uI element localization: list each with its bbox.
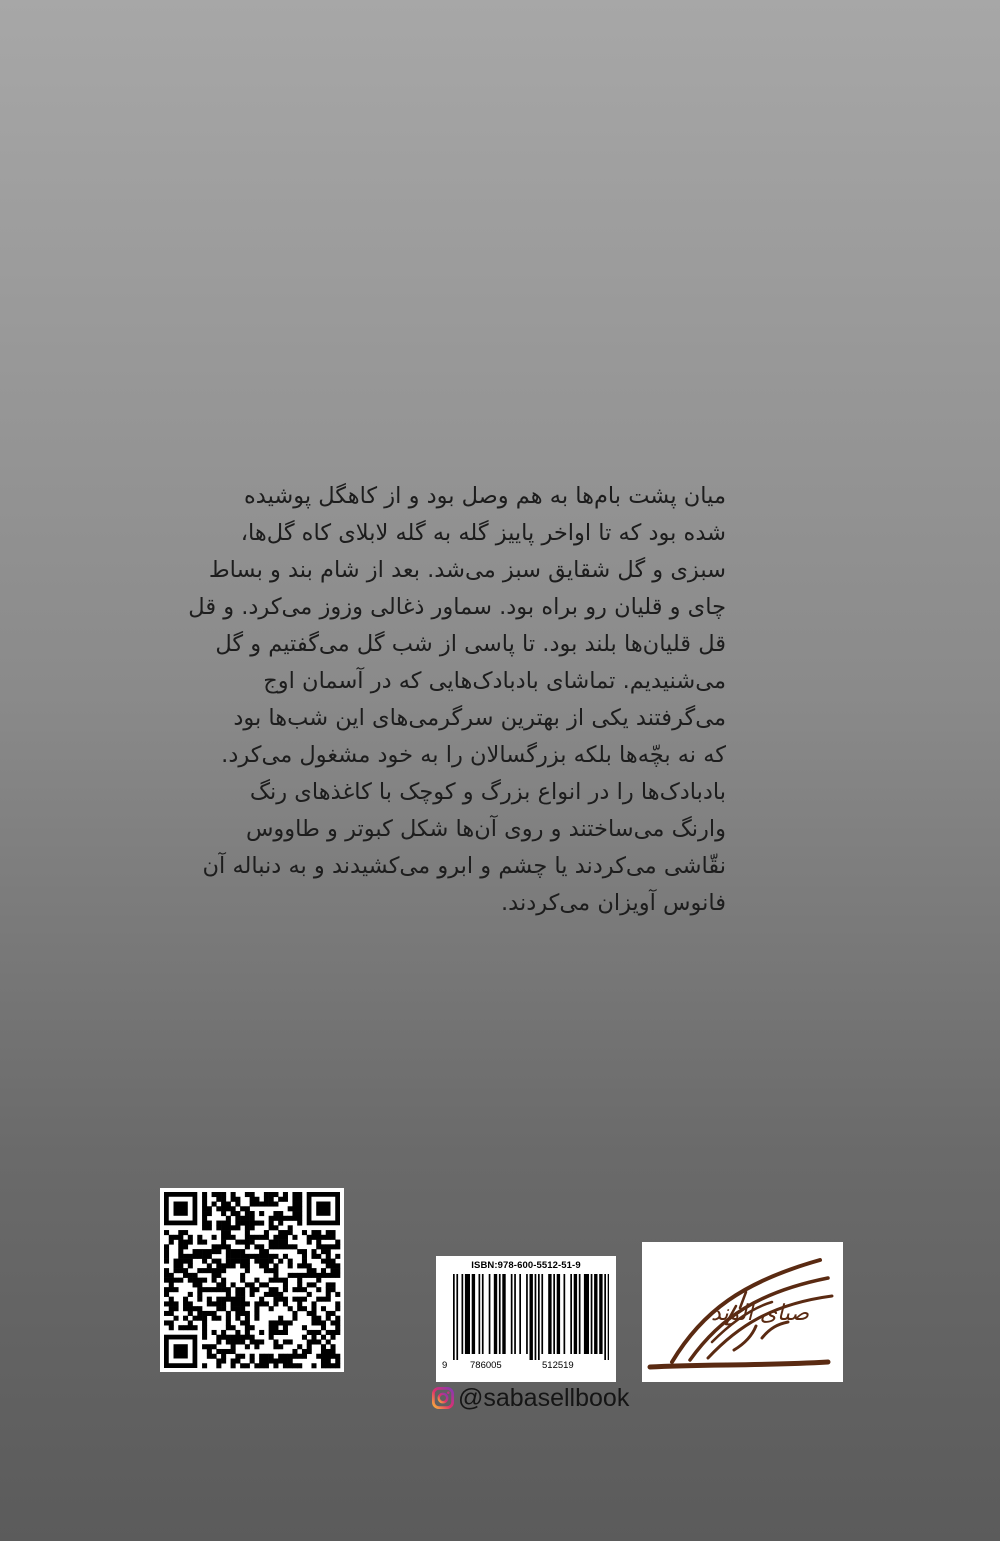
qr-finder-pattern xyxy=(174,1202,188,1216)
blurb-line: قل قلیان‌ها بلند بود. تا پاسی از شب گل می‌گفتیم و گل xyxy=(215,631,726,657)
blurb-line: می‌شنیدیم. تماشای بادبادک‌هایی که در آسمان اوج xyxy=(263,668,726,694)
qr-finder-pattern xyxy=(174,1344,188,1358)
blurb-line: نقّاشی می‌کردند یا چشم و ابرو می‌کشیدند و به دنباله آن xyxy=(202,853,726,879)
blurb-line: می‌گرفتند یکی از بهترین سرگرمی‌های این شب‌ها بود xyxy=(233,705,726,731)
blurb-line: بادبادک‌ها را در انواع بزرگ و کوچک با کاغذهای رنگ xyxy=(249,779,726,805)
isbn-label: ISBN:978-600-5512-51-9 xyxy=(471,1260,581,1271)
blurb-line: سبزی و گل شقایق سبز می‌شد. بعد از شام بند و بساط xyxy=(208,557,726,583)
blurb-line: که نه بچّه‌ها بلکه بزرگسالان را به خود مشغول می‌کرد. xyxy=(221,742,726,768)
publisher-logo xyxy=(642,1242,843,1382)
instagram-icon xyxy=(432,1387,454,1409)
qr-finder-pattern xyxy=(316,1202,330,1216)
blurb-line: وارنگ می‌ساختند و روی آن‌ها شکل کبوتر و طاووس xyxy=(245,816,726,842)
barcode-digit-first: 9 xyxy=(442,1360,448,1371)
blurb-line: چای و قلیان رو براه بود. سماور ذغالی وزوز می‌کرد. و قل xyxy=(188,594,726,620)
barcode-digits xyxy=(442,1360,610,1372)
instagram-link[interactable] xyxy=(432,1381,629,1415)
instagram-handle: @sabasellbook xyxy=(458,1383,630,1412)
barcode-bars xyxy=(443,1274,609,1360)
isbn-barcode xyxy=(436,1256,616,1382)
blurb-line: شده بود که تا اواخر پاییز گله به گله لابلای کاه گل‌ها، xyxy=(240,520,726,546)
barcode-digits-left: 786005 xyxy=(470,1360,502,1371)
barcode-digits-right: 512519 xyxy=(542,1360,574,1371)
qr-code-graphic xyxy=(160,1188,344,1372)
blurb-line-last: فانوس آویزان می‌کردند. xyxy=(500,890,726,916)
back-cover-blurb xyxy=(188,478,726,922)
qr-code[interactable] xyxy=(160,1188,344,1372)
blurb-line: میان پشت بام‌ها به هم وصل بود و از کاهگل پوشیده xyxy=(243,483,726,509)
publisher-logo-text: صبای الوند xyxy=(710,1301,810,1326)
publisher-logo-graphic xyxy=(642,1242,843,1382)
